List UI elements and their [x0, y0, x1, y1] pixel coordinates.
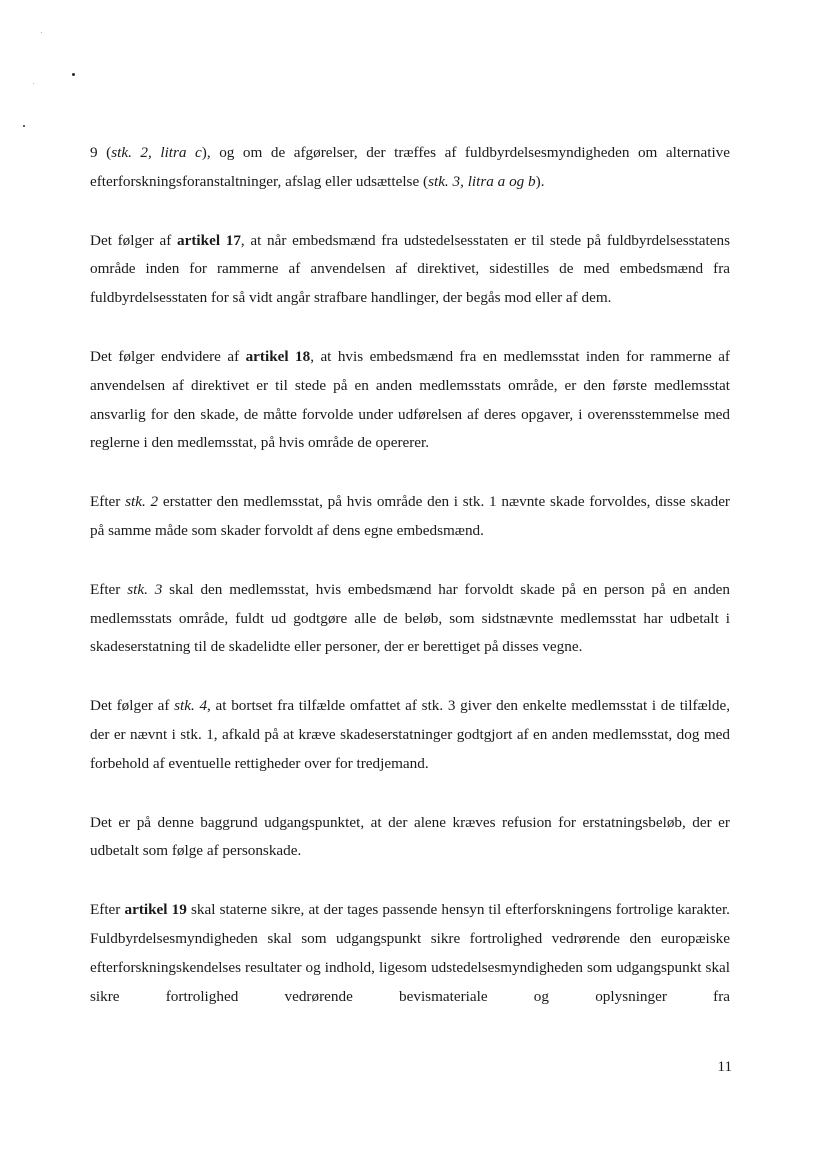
text-run: Efter [90, 580, 128, 598]
text-run: Det er på denne baggrund udgangspunktet, at der alene kræves refusion for erstatningsbeløb, der er udbetalt som følge af personskade. [90, 813, 730, 860]
text-run: Efter [90, 901, 125, 919]
page-number: 11 [717, 1059, 732, 1075]
text-run: Efter [90, 493, 126, 511]
text-run: skal den medlemsstat, hvis embedsmænd har forvoldt skade på en person på en anden medlemsstats område, fuldt ud godtgøre alle de beløb, som sidstnævnte medlemsstat har udbetalt i skadeserstatning til de skadelidte eller personer, der er berettiget på disses vegne. [90, 580, 731, 656]
scan-speck [33, 83, 34, 84]
italic-reference: stk. 2, litra c [111, 144, 202, 161]
paragraph [90, 809, 730, 867]
text-run: , at bortset fra tilfælde omfattet af stk. 3 giver den enkelte medlemsstat i de tilfælde, der er nævnt i stk. 1, afkald på at kræve skadeserstatninger godtgjort af en anden medlemsstat, dog med forbehold af eventuelle rettigheder over for tredjemand. [90, 697, 730, 772]
italic-reference: stk. 4 [174, 697, 208, 715]
text-run: erstatter den medlemsstat, på hvis område den i stk. 1 nævnte skade forvoldes, disse skader på samme måde som skader forvoldt af dens egne embedsmænd. [90, 493, 730, 539]
italic-reference: stk. 3 [127, 580, 163, 598]
text-run: ), og om de afgørelser, der træffes af fuldbyrdelsesmyndigheden om alternative efterforskningsforanstaltninger, afslag eller udsættelse ( [90, 144, 730, 190]
scan-speck [23, 125, 25, 127]
text-run: skal staterne sikre, at der tages passende hensyn til efterforskningens fortrolige karakter. Fuldbyrdelsesmyndigheden skal som udgangspunkt sikre fortrolighed vedrørende den europæiske efterforskningskendelses resultater og indhold, ligesom udstedelsesmyndigheden som udgangspunkt skal sikre fortrolighed vedrørende bevismateriale og oplysninger fra [90, 901, 730, 1005]
text-run: ). [535, 172, 545, 190]
bold-article-reference: artikel 19 [124, 901, 187, 919]
paragraph [90, 488, 730, 546]
text-run: Det følger af [90, 231, 178, 249]
text-run: Det følger endvidere af [90, 347, 246, 365]
italic-reference: stk. 3, litra a og b [428, 172, 536, 190]
scan-speck [41, 32, 42, 33]
bold-article-reference: artikel 17 [177, 231, 241, 249]
text-run: , at hvis embedsmænd fra en medlemsstat inden for rammerne af anvendelsen af direktivet er til stede på en anden medlemsstats område, er den første medlemsstat ansvarlig for den skade, de måtte forvolde under udførelsen af deres opgaver, i overensstemmelse med reglerne i den medlemsstat, på hvis område de opererer. [90, 347, 730, 452]
paragraph [90, 227, 730, 313]
paragraph [90, 343, 730, 458]
paragraph [90, 139, 730, 197]
paragraph [90, 692, 730, 778]
bold-article-reference: artikel 18 [245, 347, 311, 365]
body-text [90, 139, 730, 1041]
paragraph [90, 896, 730, 1011]
scan-speck [72, 73, 75, 76]
paragraph [90, 576, 730, 662]
text-run: Det følger af [90, 697, 175, 715]
italic-reference: stk. 2 [125, 493, 159, 511]
text-run: 9 ( [90, 144, 112, 161]
text-run: , at når embedsmænd fra udstedelsesstaten er til stede på fuldbyrdelsesstatens område inden for rammerne af anvendelsen af direktivet, sidestilles de med embedsmænd fra fuldbyrdelsesstaten for så vidt angår strafbare handlinger, der begås mod eller af dem. [90, 231, 730, 307]
